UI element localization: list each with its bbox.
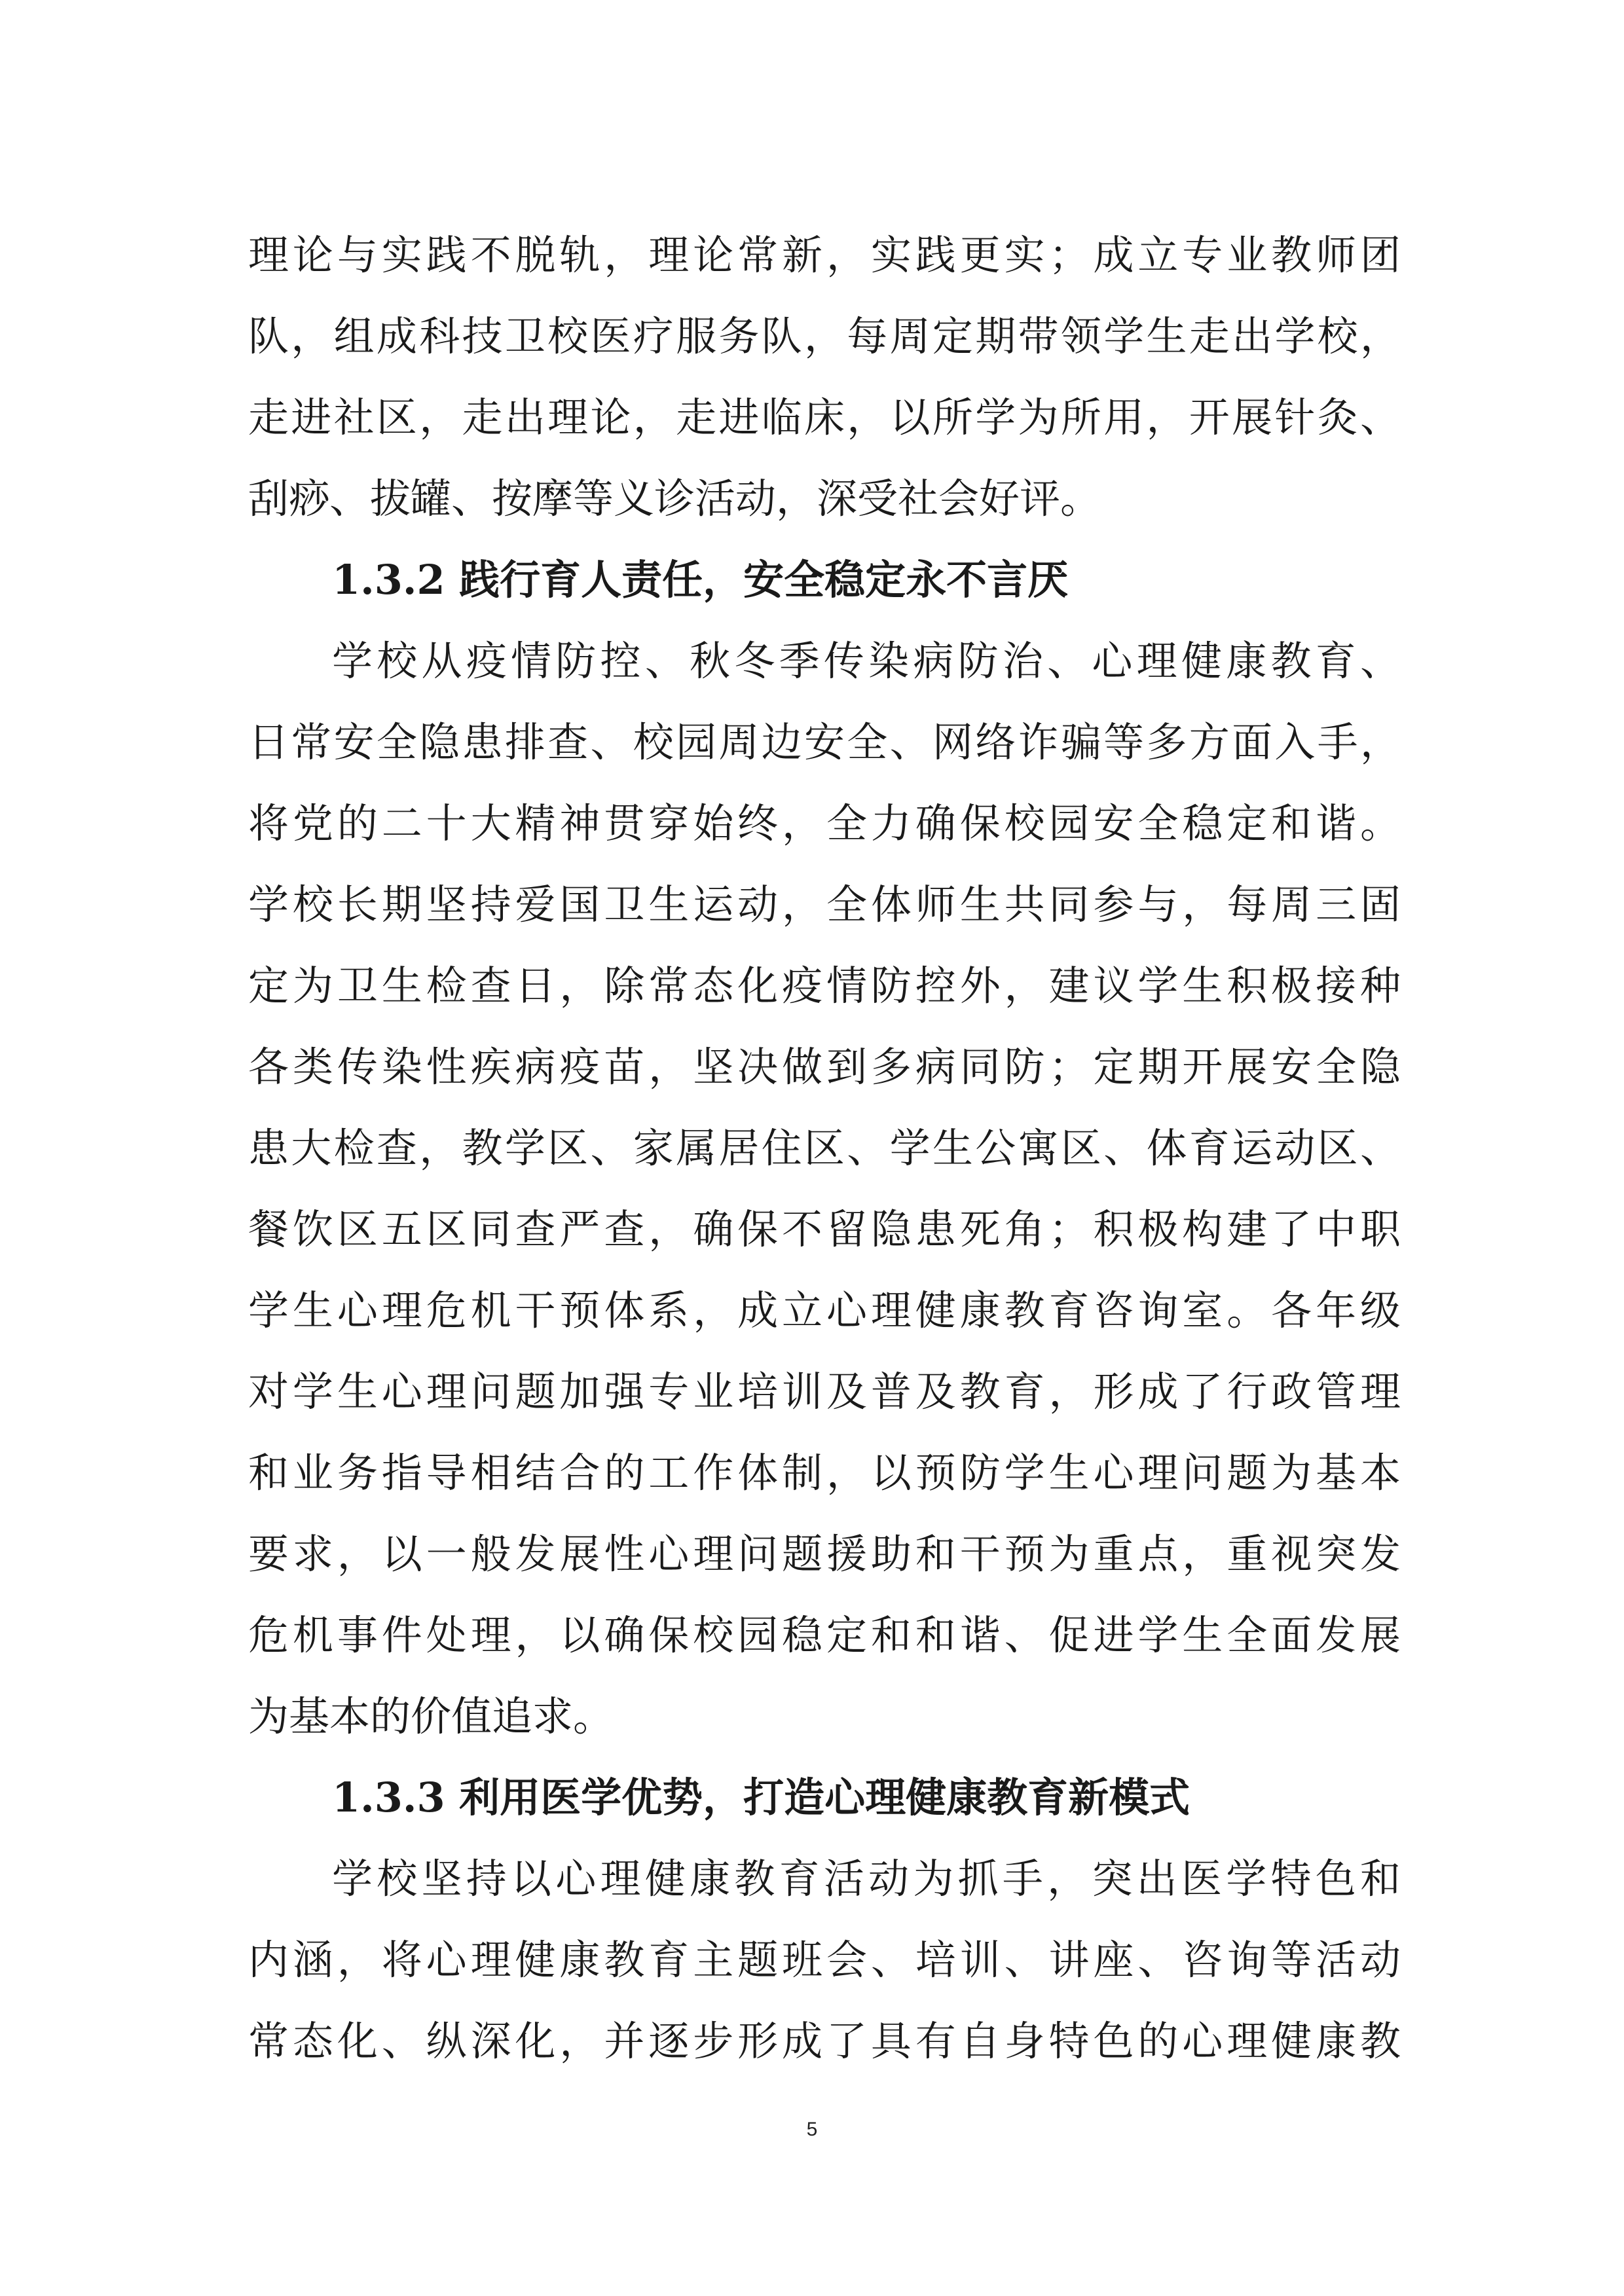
document-body [248,215,1401,2082]
paragraph-line: 学校长期坚持爱国卫生运动，全体师生共同参与，每周三固 [248,881,1401,928]
paragraph-line: 将党的二十大精神贯穿始终，全力确保校园安全稳定和谐。 [248,799,1401,847]
paragraph-line: 和业务指导相结合的工作体制，以预防学生心理问题为基本 [248,1449,1401,1497]
paragraph-line: 常态化、纵深化，并逐步形成了具有自身特色的心理健康教 [248,2017,1401,2065]
paragraph-line: 各类传染性疾病疫苗，坚决做到多病同防；定期开展安全隐 [248,1043,1401,1091]
paragraph-line: 学校从疫情防控、秋冬季传染病防治、心理健康教育、 [332,637,1401,685]
paragraph-line: 危机事件处理，以确保校园稳定和和谐、促进学生全面发展 [248,1611,1401,1659]
paragraph-line: 学生心理危机干预体系，成立心理健康教育咨询室。各年级 [248,1286,1401,1334]
paragraph-line: 理论与实践不脱轨，理论常新，实践更实；成立专业教师团 [248,231,1401,279]
paragraph-line: 走进社区，走出理论，走进临床，以所学为所用，开展针灸、 [248,393,1401,441]
paragraph-line: 日常安全隐患排查、校园周边安全、网络诈骗等多方面入手， [248,718,1401,766]
paragraph-line: 要求，以一般发展性心理问题援助和干预为重点，重视突发 [248,1530,1401,1578]
paragraph-line: 定为卫生检查日，除常态化疫情防控外，建议学生积极接种 [248,962,1401,1010]
paragraph-line: 队，组成科技卫校医疗服务队，每周定期带领学生走出学校， [248,312,1401,360]
section-heading-1-3-3: 1.3.3 利用医学优势，打造心理健康教育新模式 [332,1774,1190,1821]
section-heading-1-3-2: 1.3.2 践行育人责任，安全稳定永不言厌 [332,556,1069,604]
paragraph-line: 餐饮区五区同查严查，确保不留隐患死角；积极构建了中职 [248,1205,1401,1253]
paragraph-line: 对学生心理问题加强专业培训及普及教育，形成了行政管理 [248,1368,1401,1415]
paragraph-line: 学校坚持以心理健康教育活动为抓手，突出医学特色和 [332,1855,1401,1903]
paragraph-line: 患大检查，教学区、家属居住区、学生公寓区、体育运动区、 [248,1124,1401,1172]
paragraph-line: 为基本的价值追求。 [248,1692,614,1740]
paragraph-line: 刮痧、拔罐、按摩等义诊活动，深受社会好评。 [248,475,1101,522]
paragraph-line: 内涵，将心理健康教育主题班会、培训、讲座、咨询等活动 [248,1936,1401,1984]
page-number: 5 [806,2119,818,2140]
